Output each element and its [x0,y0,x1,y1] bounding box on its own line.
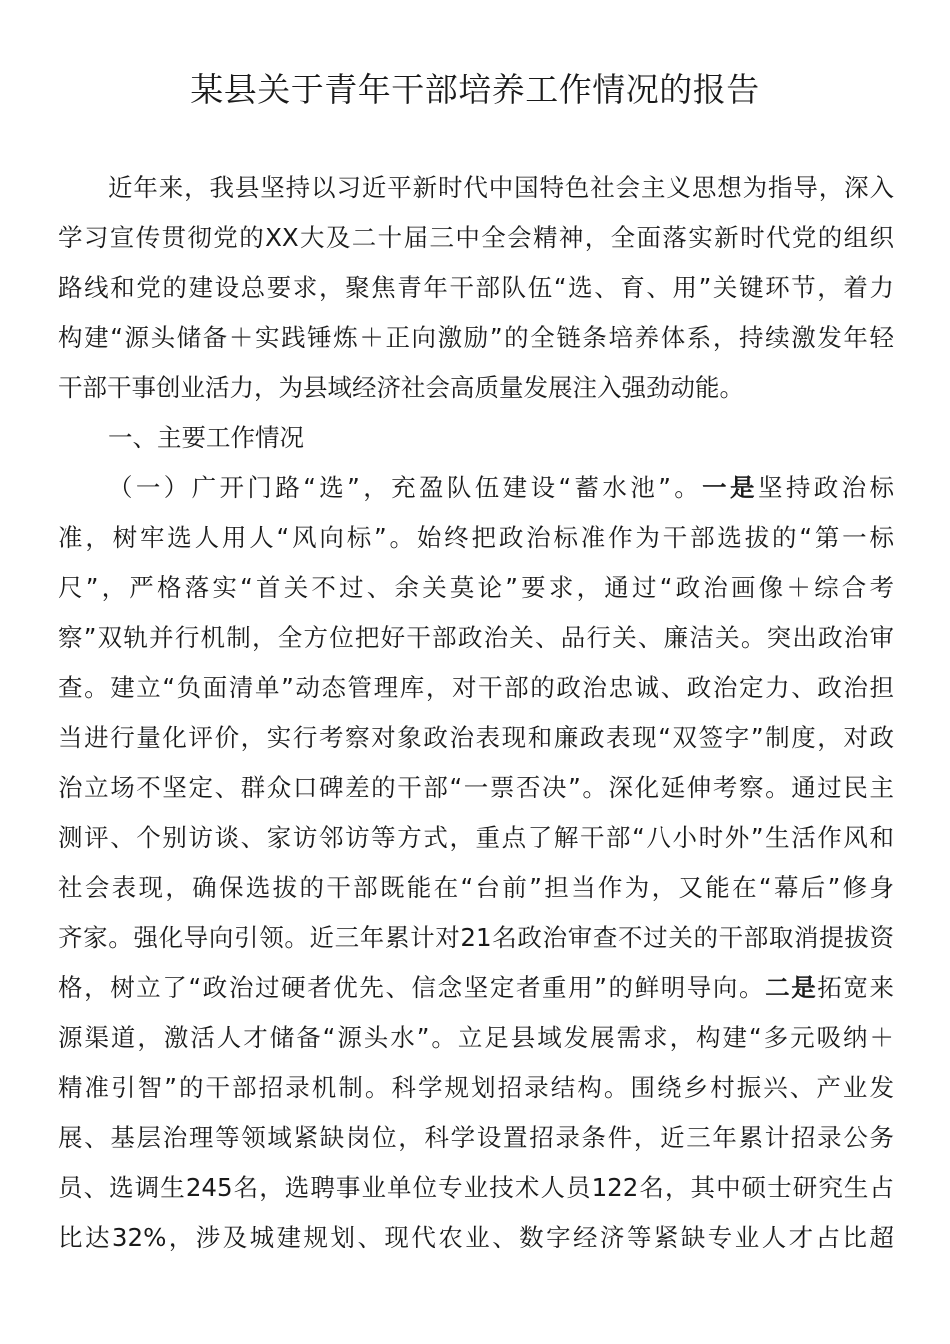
text-line: 比达32%，涉及城建规划、现代农业、数字经济等紧缺专业人才占比超 [58,1223,894,1252]
text-line [58,463,894,513]
text-line: 治立场不坚定、群众口碑差的干部“一票否决”。深化延伸考察。通过民主 [58,773,894,802]
text-line: 察”双轨并行机制，全方位把好干部政治关、品行关、廉洁关。突出政治审 [58,623,894,652]
text-line: 干部干事创业活力，为县域经济社会高质量发展注入强劲动能。 [58,373,744,402]
text-line: 齐家。强化导向引领。近三年累计对21名政治审查不过关的干部取消提拔资 [58,923,894,952]
section-1-paragraph [58,463,894,1263]
text-line: 源渠道，激活人才储备“源头水”。立足县域发展需求，构建“多元吸纳＋ [58,1023,894,1052]
text-span: 格，树立了“政治过硬者优先、信念坚定者重用”的鲜明导向。 [58,973,766,1002]
subsection-title: （一）广开门路“选”，充盈队伍建设“蓄水池”。 [108,473,703,502]
bold-marker: 一是 [702,473,758,502]
text-line: 尺”，严格落实“首关不过、余关莫论”要求，通过“政治画像＋综合考 [58,573,894,602]
text-line: 测评、个别访谈、家访邻访等方式，重点了解干部“八小时外”生活作风和 [58,823,894,852]
text-line: 准，树牢选人用人“风向标”。始终把政治标准作为干部选拔的“第一标 [58,523,894,552]
section-heading [58,413,894,463]
intro-paragraph [58,163,894,413]
text-line: 当进行量化评价，实行考察对象政治表现和廉政表现“双签字”制度，对政 [58,723,894,752]
text-span: 坚持政治标 [757,473,895,502]
text-line: 社会表现，确保选拔的干部既能在“台前”担当作为，又能在“幕后”修身 [58,873,894,902]
text-line: 一、主要工作情况 [108,423,304,452]
bold-marker: 二是 [765,973,818,1002]
document-body [58,163,894,1263]
text-line: 路线和党的建设总要求，聚焦青年干部队伍“选、育、用”关键环节，着力 [58,273,894,302]
text-line: 学习宣传贯彻党的XX大及二十届三中全会精神，全面落实新时代党的组织 [58,223,894,252]
text-line: 近年来，我县坚持以习近平新时代中国特色社会主义思想为指导，深入 [108,173,894,202]
text-line [58,963,894,1013]
document-title: 某县关于青年干部培养工作情况的报告 [190,70,760,109]
text-line: 构建“源头储备＋实践锤炼＋正向激励”的全链条培养体系，持续激发年轻 [58,323,894,352]
text-line: 查。建立“负面清单”动态管理库，对干部的政治忠诚、政治定力、政治担 [58,673,894,702]
text-span: 拓宽来 [817,973,895,1002]
text-line: 展、基层治理等领域紧缺岗位，科学设置招录条件，近三年累计招录公务 [58,1123,894,1152]
text-line: 员、选调生245名，选聘事业单位专业技术人员122名，其中硕士研究生占 [58,1173,894,1202]
text-line: 精准引智”的干部招录机制。科学规划招录结构。围绕乡村振兴、产业发 [58,1073,894,1102]
